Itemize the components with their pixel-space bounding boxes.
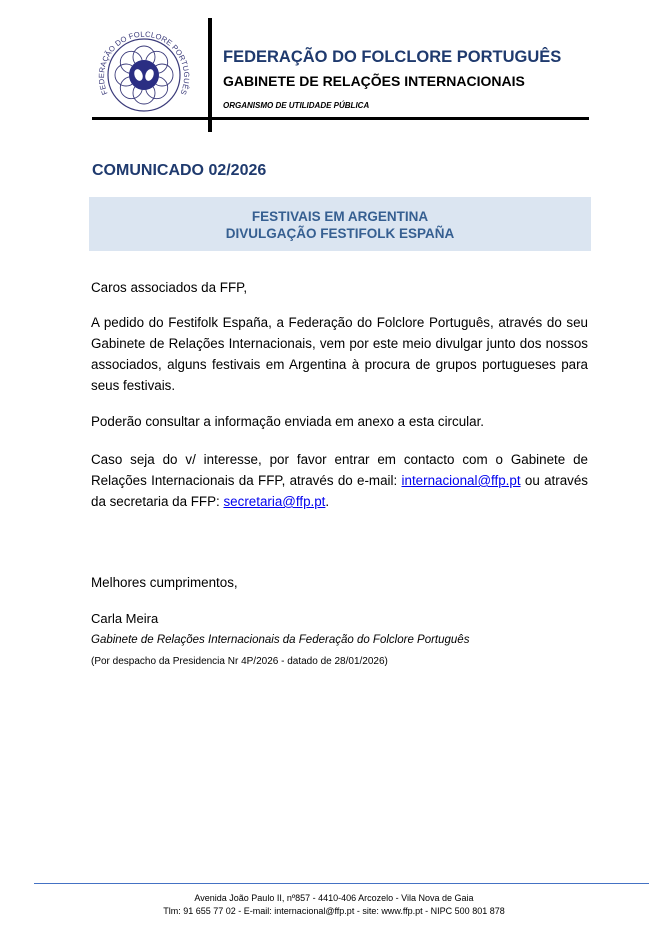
signature-note: (Por despacho da Presidencia Nr 4P/2026 - datado de 28/01/2026) (91, 656, 388, 667)
svg-text:FEDERAÇÃO DO FOLCLORE PORTUGUÊ: FEDERAÇÃO DO FOLCLORE PORTUGUÊS (96, 29, 192, 97)
footer-divider (34, 883, 649, 884)
paragraph-1: A pedido do Festifolk España, a Federação do Folclore Português, através do seu Gabinete de Relações Internacionais, vem por este meio divulgar junto dos nossos associados, alguns festivais em Argentina à procura de grupos portugueses para seus festivais. (91, 315, 588, 393)
paragraph-3-text-c: . (325, 494, 330, 509)
closing: Melhores cumprimentos, (91, 575, 238, 590)
banner-line-1: FESTIVAIS EM ARGENTINA (251, 209, 429, 224)
paragraph-3-text-a: Caso seja do v/ interesse, por favor entrar em contacto com o Gabinete de Relações Internacionais da FFP, através do e-mail: (91, 452, 588, 488)
communique-number: COMUNICADO 02/2026 (92, 162, 267, 179)
signature-name: Carla Meira (91, 611, 159, 626)
greeting: Caros associados da FFP, (91, 280, 248, 295)
organization-tag: ORGANISMO DE UTILIDADE PÚBLICA (223, 101, 370, 110)
organization-title: FEDERAÇÃO DO FOLCLORE PORTUGUÊS (223, 48, 562, 66)
ffp-logo (92, 24, 200, 118)
header-horizontal-rule (92, 117, 589, 120)
email-internacional-link[interactable]: internacional@ffp.pt (401, 473, 521, 488)
organization-subtitle: GABINETE DE RELAÇÕES INTERNACIONAIS (223, 73, 525, 89)
footer-contacts: Tlm: 91 655 77 02 - E-mail: internacional@ffp.pt - site: www.ffp.pt - NIPC 500 801 878 (163, 906, 505, 916)
banner-line-2: DIVULGAÇÃO FESTIFOLK ESPAÑA (225, 226, 455, 241)
signature-role: Gabinete de Relações Internacionais da Federação do Folclore Português (91, 634, 470, 646)
email-secretaria-link[interactable]: secretaria@ffp.pt (223, 494, 326, 509)
header-vertical-rule (208, 18, 212, 132)
paragraph-2: Poderão consultar a informação enviada em anexo a esta circular. (91, 414, 485, 429)
footer-address: Avenida João Paulo II, nº857 - 4410-406 Arcozelo - Vila Nova de Gaia (194, 893, 474, 903)
paragraph-3-text-b: ou através da secretaria da FFP: (91, 473, 588, 509)
subject-banner (89, 197, 591, 251)
paragraph-3 (91, 449, 588, 512)
